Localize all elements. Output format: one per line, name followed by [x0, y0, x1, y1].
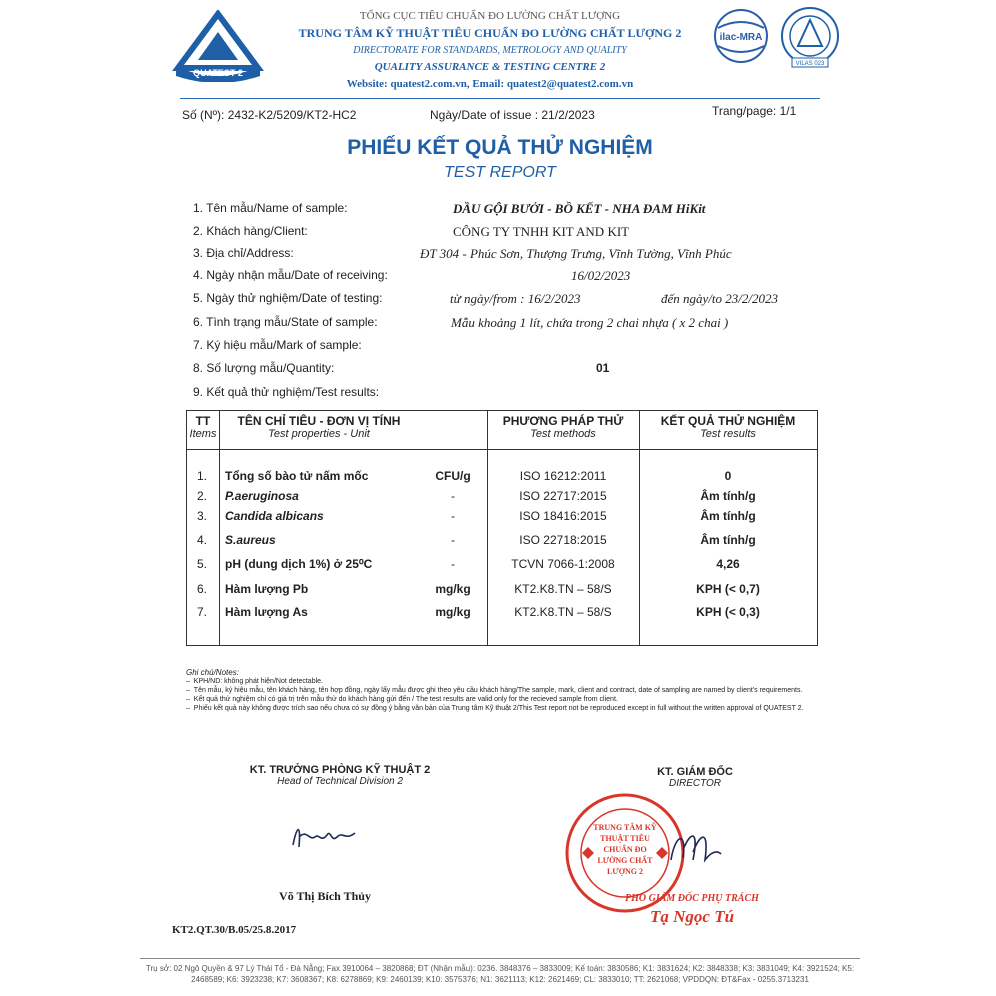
right-signature-icon [665, 820, 725, 875]
th-properties-vn: TÊN CHỈ TIÊU - ĐƠN VỊ TÍNH [237, 414, 401, 428]
note-item: – KPH/ND: không phát hiện/Not detectable. [186, 678, 323, 685]
th-properties-en: Test properties - Unit [268, 428, 370, 440]
info-row-sample-mark [193, 338, 813, 358]
header-line-4: QUALITY ASSURANCE & TESTING CENTRE 2 [374, 61, 606, 73]
info-value: 16/02/2023 [571, 268, 631, 283]
header-divider [180, 98, 820, 99]
th-results [639, 414, 817, 440]
row-tt: 5. [197, 557, 208, 571]
row-unit: mg/kg [435, 582, 471, 596]
table-row [187, 533, 817, 555]
header-block [270, 8, 710, 93]
info-value: DẦU GỘI BƯỞI - BỒ KẾT - NHA ĐAM HiKit [453, 201, 706, 216]
th-items-en: Items [189, 428, 217, 440]
row-result: Âm tính/g [700, 509, 756, 523]
page-indicator: Trang/page: 1/1 [712, 104, 797, 118]
table-row [187, 582, 817, 604]
header-line-2: TRUNG TÂM KỸ THUẬT TIÊU CHUẨN ĐO LƯỜNG CHẤT LƯỢNG 2 [298, 26, 682, 40]
left-signature-block [230, 764, 450, 787]
info-row-address [193, 246, 813, 266]
row-tt: 1. [197, 469, 208, 483]
info-value: 01 [596, 361, 610, 375]
note-text: Phiếu kết quả này không được trích sao nếu chưa có sự đồng ý bằng văn bản của Trung tâm Kỹ thuật 2/This Test report not be reproduced except in full without the written approval of QUATEST 2. [193, 705, 804, 712]
row-unit: - [451, 533, 455, 547]
th-results-vn: KẾT QUẢ THỬ NGHIỆM [660, 414, 796, 428]
table-row [187, 605, 817, 627]
row-name: Candida albicans [225, 509, 324, 523]
row-unit: mg/kg [435, 605, 471, 619]
issue-date: Ngày/Date of issue : 21/2/2023 [430, 108, 595, 122]
row-method: ISO 22717:2015 [519, 489, 607, 503]
left-signer-name: Võ Thị Bích Thủy [279, 889, 371, 903]
row-tt: 6. [197, 582, 208, 596]
info-label: 3. Địa chỉ/Address: [193, 246, 294, 260]
info-value: từ ngày/from : 16/2/2023 [450, 291, 581, 306]
row-unit: - [451, 557, 455, 571]
accreditation-badge [778, 6, 842, 70]
left-title-en: Head of Technical Division 2 [277, 776, 403, 787]
header-line-1: TỔNG CỤC TIÊU CHUẨN ĐO LƯỜNG CHẤT LƯỢNG [359, 10, 621, 22]
note-item: – Phiếu kết quả này không được trích sao nếu chưa có sự đồng ý bằng văn bản của Trung tâm Kỹ thuật 2/This Test report not be reproduced except in full without the written approval of QUATEST 2. [186, 705, 804, 712]
row-name: S.aureus [225, 533, 276, 547]
row-result: 0 [724, 469, 732, 483]
results-table [186, 410, 818, 646]
info-row-receiving-date [193, 268, 813, 288]
note-text: KPH/ND: không phát hiện/Not detectable. [193, 678, 323, 685]
info-label: 6. Tình trạng mẫu/State of sample: [193, 315, 378, 329]
info-label: 1. Tên mẫu/Name of sample: [193, 201, 348, 215]
row-result: Âm tính/g [700, 533, 756, 547]
info-row-sample-name [193, 201, 813, 221]
notes-block [186, 668, 811, 713]
info-row-testing-date [193, 291, 813, 311]
row-name: Tổng số bào tử nấm mốc [225, 469, 369, 483]
info-row-results [193, 385, 813, 405]
page-subtitle: TEST REPORT [444, 164, 556, 181]
row-name: Hàm lượng As [225, 605, 308, 619]
row-method: KT2.K8.TN – 58/S [514, 605, 612, 619]
header-line-3: DIRECTORATE FOR STANDARDS, METROLOGY AND QUALITY [353, 45, 627, 56]
row-method: ISO 16212:2011 [519, 469, 607, 483]
right-signer-role: PHÓ GIÁM ĐỐC PHỤ TRÁCH [625, 893, 759, 904]
row-tt: 3. [197, 509, 208, 523]
row-tt: 4. [197, 533, 208, 547]
table-row [187, 557, 817, 579]
row-name: Hàm lượng Pb [225, 582, 309, 596]
row-result: 4,26 [716, 557, 740, 571]
row-name: P.aeruginosa [225, 489, 299, 503]
row-unit: - [451, 489, 455, 503]
th-methods [487, 414, 639, 440]
row-unit: CFU/g [435, 469, 471, 483]
note-item: – Tên mẫu, ký hiệu mẫu, tên khách hàng, tên hợp đồng, ngày lấy mẫu được ghi theo yêu cầu khách hàng/The sample, mark, client and contract, date of sampling are named by client's requirements. [186, 687, 803, 694]
left-title: KT. TRƯỞNG PHÒNG KỸ THUẬT 2 [249, 764, 431, 776]
right-title-en: DIRECTOR [668, 778, 722, 789]
th-items-vn: TT [195, 414, 211, 428]
row-name: pH (dung dịch 1%) ở 25⁰C [225, 557, 373, 571]
right-signature-block [615, 766, 775, 789]
info-label: 4. Ngày nhận mẫu/Date of receiving: [193, 268, 388, 282]
footer-address: Trụ sở: 02 Ngô Quyền & 97 Lý Thái Tổ - Đà Nẵng; Fax 3910064 – 3820868; ĐT (Nhận mẫu): 0236. 3848376 – 3833009; Kế toán: 3830586; K1: 3831624; K2: 3848338; K3: 3831049; K4: 3921524; K5: 2468589; K6: 3923238; K7: 3608367; K8: 6278869; K9: 2460139; K10: 3575376; N1: 3621113; K12: 2621469; CL: 3833010; TT: 2621068; VPDDQN: ĐT&Fax - 0255.3713231 [145, 964, 855, 984]
info-label: 8. Số lượng mẫu/Quantity: [193, 361, 335, 375]
row-tt: 7. [197, 605, 208, 619]
info-row-client [193, 224, 813, 244]
th-methods-vn: PHƯƠNG PHÁP THỬ [502, 414, 624, 428]
report-number: Số (Nº): 2432-K2/5209/KT2-HC2 [182, 108, 357, 122]
page-title: PHIẾU KẾT QUẢ THỬ NGHIỆM [347, 136, 653, 159]
row-result: KPH (< 0,7) [696, 582, 760, 596]
info-label: 9. Kết quả thử nghiệm/Test results: [193, 385, 380, 399]
table-row [187, 509, 817, 531]
note-text: Tên mẫu, ký hiệu mẫu, tên khách hàng, tên hợp đồng, ngày lấy mẫu được ghi theo yêu cầu khách hàng/The sample, mark, client and contract, date of sampling are named by client's requirements. [193, 687, 803, 694]
info-value: ĐT 304 - Phúc Sơn, Thượng Trưng, Vĩnh Tường, Vĩnh Phúc [420, 246, 732, 261]
info-row-quantity [193, 361, 813, 381]
info-value: Mẫu khoảng 1 lít, chứa trong 2 chai nhựa ( x 2 chai ) [451, 315, 729, 330]
header-divider [187, 449, 817, 450]
row-method: TCVN 7066-1:2008 [511, 557, 615, 571]
row-method: ISO 22718:2015 [519, 533, 607, 547]
quatest-logo [172, 10, 264, 82]
info-label: 2. Khách hàng/Client: [193, 224, 308, 238]
row-tt: 2. [197, 489, 208, 503]
row-method: ISO 18416:2015 [519, 509, 607, 523]
row-unit: - [451, 509, 455, 523]
logo-text: QUATEST 2 [193, 68, 243, 78]
ilac-text: ilac-MRA [719, 32, 763, 43]
header-line-5: Website: quatest2.com.vn, Email: quatest2@quatest2.com.vn [346, 78, 634, 90]
info-value-end: đến ngày/to 23/2/2023 [661, 291, 778, 306]
notes-heading: Ghi chú/Notes: [186, 668, 239, 677]
form-code: KT2.QT.30/B.05/25.8.2017 [172, 924, 297, 936]
table-row [187, 489, 817, 511]
right-title: KT. GIÁM ĐỐC [657, 766, 733, 778]
th-properties [219, 414, 419, 440]
row-result: KPH (< 0,3) [696, 605, 760, 619]
note-item: – Kết quả thử nghiệm chỉ có giá trị trên mẫu thử do khách hàng gửi đến / The test results are valid only for the recieved sample from client. [186, 696, 618, 703]
stamp-text: TRUNG TÂM KỸ THUẬT TIÊU CHUẨN ĐO LƯỜNG CHẤT LƯỢNG 2 [593, 823, 657, 876]
note-text: Kết quả thử nghiệm chỉ có giá trị trên mẫu thử do khách hàng gửi đến / The test results are valid only for the recieved sample from client. [193, 696, 618, 703]
info-value: CÔNG TY TNHH KIT AND KIT [453, 224, 630, 239]
ilac-mra-logo [710, 8, 772, 68]
badge-text: VILAS 023 [795, 61, 825, 67]
th-items [187, 414, 219, 440]
info-row-sample-state [193, 315, 813, 335]
info-label: 5. Ngày thử nghiệm/Date of testing: [193, 291, 383, 305]
row-method: KT2.K8.TN – 58/S [514, 582, 612, 596]
left-signature-icon [285, 815, 365, 860]
table-row [187, 469, 817, 491]
right-signer-name: Tạ Ngọc Tú [650, 907, 735, 926]
info-label: 7. Ký hiệu mẫu/Mark of sample: [193, 338, 362, 352]
footer-divider [140, 958, 860, 959]
row-result: Âm tính/g [700, 489, 756, 503]
meta-row [180, 104, 820, 126]
th-methods-en: Test methods [530, 428, 596, 440]
th-results-en: Test results [700, 428, 756, 440]
